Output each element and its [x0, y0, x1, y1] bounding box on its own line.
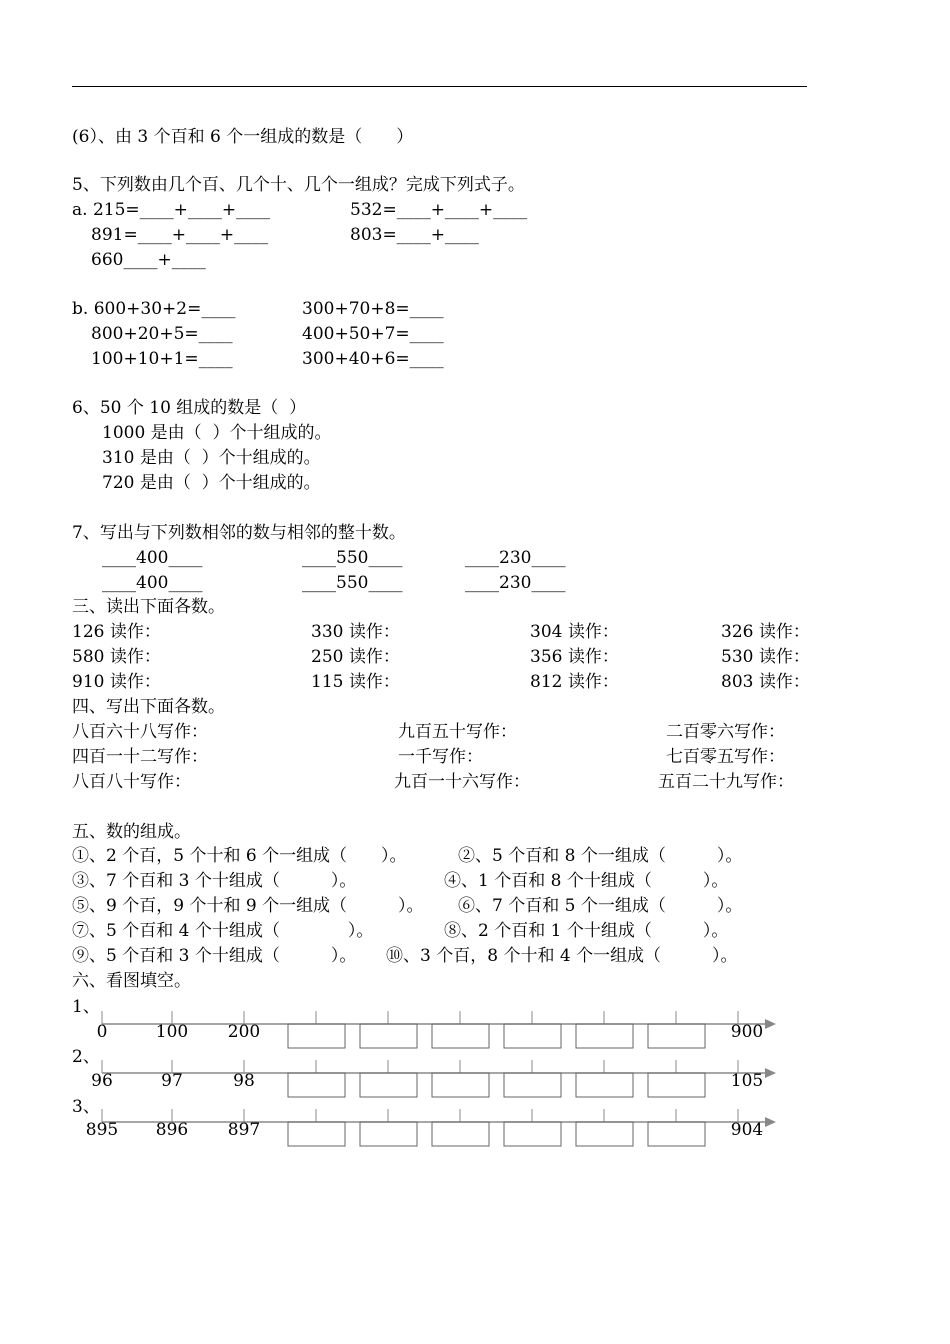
composition-item: ③、7 个百和 3 个十组成（ ）。 — [72, 871, 357, 891]
composition-item: ⑥、7 个百和 5 个一组成（ ）。 — [458, 896, 743, 916]
number-line-label: 3、 — [72, 1097, 100, 1117]
number-line-label: 1、 — [72, 997, 100, 1017]
read-item: 126 读作： — [72, 622, 161, 642]
read-item: 812 读作： — [530, 672, 619, 692]
end-label: 904 — [730, 1120, 764, 1140]
answer-box — [288, 1122, 345, 1146]
q7-row2-item: ____400____ — [102, 573, 203, 593]
q6-line-1: 1000 是由（ ）个十组成的。 — [102, 423, 332, 443]
write-item: 一千写作： — [398, 747, 483, 767]
tick-label: 897 — [227, 1120, 261, 1140]
read-item: 356 读作： — [530, 647, 619, 667]
answer-box — [504, 1073, 561, 1097]
section3-title: 三、读出下面各数。 — [72, 597, 225, 617]
composition-item: ⑤、9 个百，9 个十和 9 个一组成（ ）。 — [72, 896, 424, 916]
tick-label: 896 — [155, 1120, 189, 1140]
write-item: 九百五十写作： — [398, 722, 517, 742]
tick-label: 200 — [227, 1022, 261, 1042]
write-item: 五百二十九写作： — [658, 772, 794, 792]
answer-box — [288, 1024, 345, 1048]
answer-box — [648, 1122, 705, 1146]
tick-label: 98 — [233, 1071, 255, 1091]
read-item: 580 读作： — [72, 647, 161, 667]
section5-title: 五、数的组成。 — [72, 822, 191, 842]
q5-b-line-6: 300+40+6=____ — [302, 349, 444, 369]
write-item: 七百零五写作： — [666, 747, 785, 767]
answer-box — [360, 1122, 417, 1146]
answer-box — [432, 1073, 489, 1097]
q7-row1-item: ____550____ — [302, 548, 403, 568]
read-item: 304 读作： — [530, 622, 619, 642]
arrow-icon — [765, 1117, 776, 1127]
q5-title: 5、下列数由几个百、几个十、几个一组成？完成下列式子。 — [72, 175, 525, 195]
tick-label: 0 — [96, 1022, 108, 1042]
q5-a-line-4: 803=____+____ — [350, 225, 479, 245]
read-item: 803 读作： — [721, 672, 810, 692]
read-item: 250 读作： — [311, 647, 400, 667]
tick-label: 100 — [155, 1022, 189, 1042]
q5-a-line-5: 660____+____ — [91, 250, 206, 270]
composition-item: ⑦、5 个百和 4 个十组成（ ）。 — [72, 921, 374, 941]
q5-a-line-1: a. 215=____+____+____ — [72, 200, 271, 220]
composition-item: ⑧、2 个百和 1 个十组成（ ）。 — [444, 921, 729, 941]
answer-box — [648, 1024, 705, 1048]
read-item: 330 读作： — [311, 622, 400, 642]
answer-box — [576, 1073, 633, 1097]
composition-item: ⑨、5 个百和 3 个十组成（ ）。 — [72, 946, 357, 966]
answer-box — [504, 1122, 561, 1146]
q7-row2-item: ____550____ — [302, 573, 403, 593]
read-item: 530 读作： — [721, 647, 810, 667]
answer-box — [432, 1122, 489, 1146]
answer-box — [504, 1024, 561, 1048]
read-item: 326 读作： — [721, 622, 810, 642]
composition-item: ①、2 个百，5 个十和 6 个一组成（ ）。 — [72, 846, 407, 866]
write-item: 九百一十六写作： — [394, 772, 530, 792]
number-line-label: 2、 — [72, 1047, 100, 1067]
composition-item: ⑩、3 个百，8 个十和 4 个一组成（ ）。 — [386, 946, 738, 966]
arrow-icon — [765, 1068, 776, 1078]
answer-box — [432, 1024, 489, 1048]
q6-line-3: 720 是由（ ）个十组成的。 — [102, 473, 321, 493]
answer-box — [576, 1024, 633, 1048]
composition-item: ②、5 个百和 8 个一组成（ ）。 — [458, 846, 743, 866]
q7-row2-item: ____230____ — [465, 573, 566, 593]
answer-box — [288, 1073, 345, 1097]
q6-sub-question: (6）、由 3 个百和 6 个一组成的数是（ ） — [72, 127, 414, 147]
write-item: 二百零六写作： — [666, 722, 785, 742]
section6-title: 六、看图填空。 — [72, 971, 191, 991]
q7-row1-item: ____400____ — [102, 548, 203, 568]
q5-b-line-3: 800+20+5=____ — [91, 324, 233, 344]
q5-b-line-4: 400+50+7=____ — [302, 324, 444, 344]
q7-row1-item: ____230____ — [465, 548, 566, 568]
answer-box — [648, 1073, 705, 1097]
write-item: 八百六十八写作： — [72, 722, 208, 742]
arrow-icon — [765, 1019, 776, 1029]
end-label: 105 — [730, 1071, 764, 1091]
read-item: 115 读作： — [311, 672, 400, 692]
q6-title: 6、50 个 10 组成的数是（ ） — [72, 398, 307, 418]
q6-line-2: 310 是由（ ）个十组成的。 — [102, 448, 321, 468]
tick-label: 895 — [85, 1120, 119, 1140]
q7-title: 7、写出与下列数相邻的数与相邻的整十数。 — [72, 523, 406, 543]
answer-box — [360, 1024, 417, 1048]
section4-title: 四、写出下面各数。 — [72, 697, 225, 717]
end-label: 900 — [730, 1022, 764, 1042]
write-item: 八百八十写作： — [72, 772, 191, 792]
q5-b-line-1: b. 600+30+2=____ — [72, 299, 236, 319]
tick-label: 97 — [161, 1071, 183, 1091]
q5-a-line-2: 532=____+____+____ — [350, 200, 528, 220]
q5-b-line-2: 300+70+8=____ — [302, 299, 444, 319]
q5-b-line-5: 100+10+1=____ — [91, 349, 233, 369]
tick-label: 96 — [91, 1071, 113, 1091]
answer-box — [360, 1073, 417, 1097]
q5-a-line-3: 891=____+____+____ — [91, 225, 269, 245]
composition-item: ④、1 个百和 8 个十组成（ ）。 — [444, 871, 729, 891]
write-item: 四百一十二写作： — [72, 747, 208, 767]
answer-box — [576, 1122, 633, 1146]
read-item: 910 读作： — [72, 672, 161, 692]
